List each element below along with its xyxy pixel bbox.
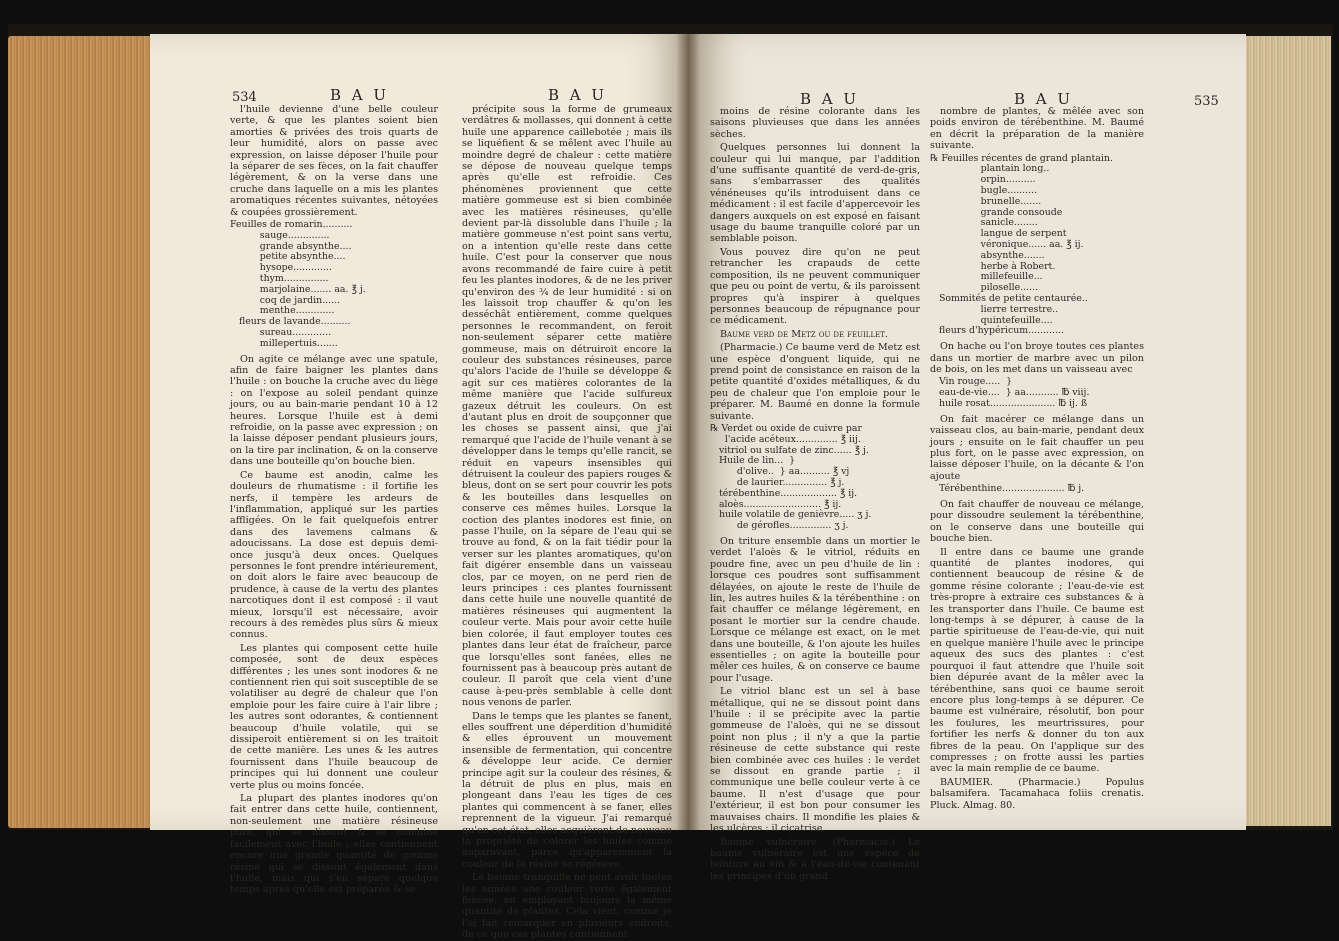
recipe-line: plantain long.. (930, 163, 1050, 175)
running-head-left-1: B A U (330, 86, 390, 104)
paragraph: Ce baume est anodin, calme les douleurs de rhumatisme : il fortifie les nerfs, il tempère les ardeurs de l'inflammation, appliqué sur les parties affligées. On le fait quelquefois entrer dans des lavemens calmans & adoucissans. La dose est depuis demi-once jusqu'à deux onces. Quelques personnes le font prendre intérieurement, on doit alors le faire avec beaucoup de prudence, à cause de la vertu des plantes narcotiques dont il est composé : il vaut mieux, lorsqu'il est nécessaire, avoir recours à des remèdes plus sûrs & mieux connus. (230, 469, 438, 641)
paragraph: BAUMIER. (Pharmacie.) Populus balsamifera. Tacamahaca foliis crenatis. Pluck. Almag. 80. (930, 776, 1144, 811)
recipe-line: bugle.......... (930, 185, 1038, 197)
recipe-line: Térébenthine..................... ℔ j. (930, 483, 1085, 495)
recipe-line: marjolaine....... aa. ℥ j. (230, 283, 366, 295)
paragraph: nombre de plantes, & mêlée avec son poids environ de térébenthine. M. Baumé en décrit la préparation de la manière suivante. (930, 106, 1144, 152)
recipe-line: sanicle........ (930, 217, 1038, 229)
recipe-line: ℞ Verdet ou oxide de cuivre par (710, 422, 862, 434)
left-page-edges (8, 36, 153, 828)
recipe-line: véronique...... aa. ℥ ij. (930, 239, 1084, 250)
recipe-line: Sommités de petite centaurée.. (930, 292, 1088, 304)
recipe-line: piloselle...... (930, 282, 1039, 294)
book-gutter-shadow (676, 34, 700, 830)
running-head-left-2: B A U (548, 86, 608, 104)
section-heading: Baume verd de Metz ou de feuillet. (720, 328, 888, 340)
paragraph: Le baume tranquille ne peut avoir toutes les années une couleur verte également foncée, en employant toujours la même quantité de plantes. Cela vient, comme je l'ai fait remarquer en plusieurs endroits, de ce que ces plantes contiennent (462, 872, 672, 941)
recipe-line: petite absynthe.... (230, 251, 346, 263)
recipe-line: de gérofles.............. ʒ j. (710, 520, 849, 532)
recipe-line: l'acide acéteux.............. ℥ iij. (710, 433, 861, 445)
recipe-line: sureau............. (230, 327, 332, 339)
recipe-line: sauge.............. (230, 229, 330, 241)
recipe-line: d'olive.. } aa.......... ℥ vj (710, 466, 850, 478)
paragraph: La plupart des plantes inodores qu'on fait entrer dans cette huile, contiennent, non-seulement une matière résineuse pure, qui se dissout & se combine facilement avec l'huile ; elles contiennent encore une grande quantité de gomme résine qui se dissout également dans l'huile, mais qui s'en sépare quelque temps après qu'elle est préparée & se (230, 793, 438, 896)
recipe-line: Vin rouge..... } (930, 376, 1013, 388)
recipe-line: thym............... (230, 273, 329, 285)
paragraph: Dans le temps que les plantes se fanent, elles souffrent une déperdition d'humidité & elles éprouvent un mouvement insensible de fermentation, qui concentre & développe leur acide. Ce dernier principe agit sur la couleur des résines, & la détruit de plus en plus, mais en plongeant dans l'eau les tiges de ces plantes qui commencent à se faner, elles reprennent de la vigueur. J'ai remarqué qu'en cet état, elles acquièrent de nouveau la propriété de colorer les huiles comme auparavant, parce qu'apparemment la couleur de la résine se régénère. (462, 710, 672, 870)
paragraph: Vous pouvez dire qu'on ne peut retrancher les crapauds de cette composition, ils ne peuvent communiquer que peu ou point de vertu, & ils paroissent propres qu'à inspirer à quelques personnes beaucoup de répugnance pour ce médicament. (710, 246, 920, 327)
page-number-left: 534 (232, 90, 257, 105)
recipe-line: herbe à Robert. (930, 260, 1056, 272)
recipe-line: huile rosat...................... ℔ ij. ß (930, 397, 1088, 409)
page-number-right: 535 (1194, 94, 1219, 109)
recipe-line: millepertuis....... (230, 337, 338, 349)
recipe-line: grande consoude (930, 206, 1063, 218)
paragraph: Il entre dans ce baume une grande quantité de plantes inodores, qui contiennent beaucoup de résine & de gomme résine colorante ; l'eau-de-vie est très-propre à extraire ces substances & à les transporter dans l'huile. Ce baume est long-temps à se dépurer, à cause de la partie spiritueuse de l'eau-de-vie, qui nuit en quelque manière l'huile avec le principe aqueux des sucs des plantes : c'est pourquoi il faut attendre que l'huile soit bien dépurée avant de la mêler avec la térébenthine, sans quoi ce baume seroit encore plus long-temps à se dépurer. Ce baume est vulnéraire, résolutif, bon pour les foulures, les meurtrissures, pour fortifier les nerfs & donner du ton aux fibres de la peau. On l'applique sur des compresses ; on frotte aussi les parties avec la main remplie de ce baume. (930, 546, 1144, 775)
recipe-line: grande absynthe.... (230, 240, 352, 252)
recipe-line: huile volatile de genièvre..... ʒ j. (710, 509, 872, 521)
recipe-line: fleurs de lavande.......... (230, 316, 351, 328)
recipe-line: lierre terrestre.. (930, 303, 1059, 315)
paragraph: On agite ce mélange avec une spatule, afin de faire baigner les plantes dans l'huile : on bouche la cruche avec du liège : on l'expose au soleil pendant quinze jours, ou au bain-marie pendant 10 à 12 heures. Lorsque l'huile est à demi refroidie, on la passe avec expression ; on la laisse déposer pendant plusieurs jours, on la tire par inclination, & on la conserve dans une bouteille qu'on bouche bien. (230, 353, 438, 468)
right-column-2 (930, 106, 1144, 818)
paragraph: On triture ensemble dans un mortier le verdet l'aloès & le vitriol, réduits en poudre fine, avec un peu d'huile de lin : lorsque ces poudres sont suffisamment délayées, on ajoute le reste de l'huile de lin, les autres huiles & la térébenthine : on fait chauffer ce mélange légèrement, en posant le mortier sur la cendre chaude. Lorsque ce mélange est exact, on le met dans une bouteille, & l'on ajoute les huiles essentielles ; on agite la bouteille pour mêler ces huiles, & on conserve ce baume pour l'usage. (710, 535, 920, 684)
paragraph: On fait chauffer de nouveau ce mélange, pour dissoudre seulement la térébenthine, on le conserve dans une bouteille qui bouche bien. (930, 499, 1144, 545)
recipe-line: Feuilles de romarin.......... (230, 219, 353, 231)
recipe-line: ℞ Feuilles récentes de grand plantain. (930, 152, 1113, 164)
right-column-1 (710, 106, 920, 882)
recipe-list (230, 220, 438, 350)
paragraph: moins de résine colorante dans les saisons pluvieuses que dans les années sèches. (710, 106, 920, 140)
recipe-line: langue de serpent (930, 228, 1067, 240)
recipe-line: aloès.......................... ℥ ij. (710, 498, 842, 510)
paragraph: l'huile devienne d'une belle couleur verte, & que les plantes soient bien amorties & privées des trois quarts de leur humidité, alors on passe avec expression, on laisse déposer l'huile pour la séparer de ses fèces, on la fait chauffer légèrement, & on la verse dans une cruche dans laquelle on a mis les plantes aromatiques récentes suivantes, nétoyées & coupées grossièrement. (230, 104, 438, 218)
paragraph: Les plantes qui composent cette huile composée, sont de deux espèces différentes ; les unes sont inodores & ne contiennent rien qui soit susceptible de se volatiliser au degré de chaleur que l'on emploie pour les faire cuire à l'air libre ; les autres sont odorantes, & contiennent beaucoup d'huile volatile, qui se dissiperoit entièrement si on les traitoit de cette manière. Les unes & les autres fournissent dans l'huile beaucoup de principes qui lui donnent une couleur verte plus ou moins foncée. (230, 642, 438, 791)
recipe-list (930, 377, 1144, 409)
recipe-list (930, 484, 1144, 495)
paragraph: précipite sous la forme de grumeaux verdâtres & mollasses, qui donnent à cette huile une apparence caillebotée ; mais ils se liquéfient & se mêlent avec l'huile au moindre degré de chaleur : cette matière se dépose de nouveau quelque temps après qu'elle est refroidie. Ces phénomènes proviennent que cette matière gommeuse est si bien combinée avec les matières résineuses, qu'elle devient par-là dissoluble dans l'huile ; la matière gommeuse n'est point sans vertu, on a intention qu'elle reste dans cette huile. C'est pour la conserver que nous avons recommandé de faire cuire à petit feu les plantes inodores, & de ne les priver qu'environ des ¾ de leur humidité : si on les laissoit trop chauffer & qu'on les desséchât entièrement, comme quelques personnes le recommandent, on feroit non-seulement séparer cette matière gommeuse, mais on détruiroit encore la couleur des substances résineuses, parce qu'alors l'acide de l'huile se développe & agit sur ces matières colorantes de la même manière que l'acide sulfureux gazeux détruit les couleurs. On est d'autant plus en droit de soupçonner que les choses se passent ainsi, que j'ai remarqué que l'acide de l'huile venant à se développer dans le temps qu'elle rancit, se réduit en vapeurs insensibles qui détruisent la couleur des papiers rouges & bleus, dont on se sert pour couvrir les pots & les bouteilles dans lesquelles on conserve ces mêmes huiles. Lorsque la coction des plantes inodores est finie, on passe l'huile, on la sépare de l'eau qui se trouve au fond, & on la fait tiédir pour la verser sur les plantes aromatiques, qu'on fait digérer ensemble dans un vaisseau clos, par ce moyen, on ne perd rien de leurs principes : ces plantes fournissent dans cette huile une nouvelle quantité de matières résineuses qui augmentent la couleur verte. Mais pour avoir cette huile bien colorée, il faut employer toutes ces plantes dans leur état de fraîcheur, parce que lorsqu'elles sont fanées, elles ne fournissent pas à beaucoup près autant de couleur. Il paroît que cela vient d'une cause à-peu-près semblable à celle dont nous venons de parler. (462, 104, 672, 709)
paragraph: On hache ou l'on broye toutes ces plantes dans un mortier de marbre avec un pilon de bois, on les met dans un vaisseau avec (930, 341, 1144, 375)
recipe-line: Huile de lin... } (710, 455, 796, 467)
left-page (150, 34, 690, 941)
recipe-line: absynthe....... (930, 249, 1045, 261)
recipe-line: de laurier............... ℥ j. (710, 476, 845, 488)
recipe-line: vitriol ou sulfate de zinc...... ℥ j. (710, 444, 869, 456)
recipe-line: quintefeuille.... (930, 314, 1053, 326)
recipe-line: hysope............. (230, 262, 332, 274)
recipe-line: brunelle....... (930, 195, 1042, 207)
recipe-line: menthe............. (230, 305, 335, 317)
recipe-line: coq de jardin...... (230, 294, 341, 306)
paragraph: Baume vulnéraire. (Pharmacie.) Le baume vulnéraire est une espèce de teinture au vin & à l'eau-de-vie contenant les principes d'un grand (710, 836, 920, 882)
recipe-line: térébenthine................... ℥ ij. (710, 487, 858, 499)
running-head-right-2: B A U (1014, 90, 1074, 108)
right-page (688, 34, 1246, 882)
recipe-list (710, 424, 920, 532)
recipe-line: millefeuille... (930, 271, 1043, 283)
paragraph: (Pharmacie.) Ce baume verd de Metz est une espèce d'onguent liquide, qui ne prend point de consistance en raison de la petite quantité d'oxides métalliques, & du peu de chaleur que l'on emploie pour le préparer. M. Baumé en donne la formule suivante. (710, 342, 920, 422)
right-page-edges (1243, 36, 1331, 826)
recipe-line: orpin.......... (930, 174, 1036, 186)
recipe-list (930, 154, 1144, 338)
recipe-line: eau-de-vie.... } aa........... ℔ viij. (930, 387, 1090, 399)
left-column-1 (230, 104, 438, 896)
running-head-right-1: B A U (800, 90, 860, 108)
paragraph: On fait macérer ce mélange dans un vaisseau clos, au bain-marie, pendant deux jours ; ensuite on le fait chauffer un peu plus fort, on le passe avec expression, on laisse déposer l'huile, on la décante & l'on ajoute (930, 413, 1144, 482)
recipe-line: fleurs d'hypéricum............ (930, 325, 1064, 337)
left-column-2 (462, 104, 672, 941)
paragraph: Le vitriol blanc est un sel à base métallique, qui ne se dissout point dans l'huile : il se précipite avec la partie gommeuse de l'aloès, qui ne se dissout point non plus ; il n'y a que la partie résineuse de cette substance qui reste bien combinée avec ces huiles : le verdet se dissout en grande partie ; il communique une belle couleur verte à ce baume. Il n'est d'usage que pour l'extérieur, il est bon pour consumer les mauvaises chairs. Il mondifie les plaies & les ulcères ; il cicatrise. (710, 686, 920, 835)
paragraph: Quelques personnes lui donnent la couleur qui lui manque, par l'addition d'une suffisante quantité de verd-de-gris, sans s'embarrasser des qualités vénéneuses qu'ils introduisent dans ce médicament : il est facile d'appercevoir les dangers auxquels on est exposé en faisant usage du baume tranquille coloré par un semblable poison. (710, 142, 920, 245)
